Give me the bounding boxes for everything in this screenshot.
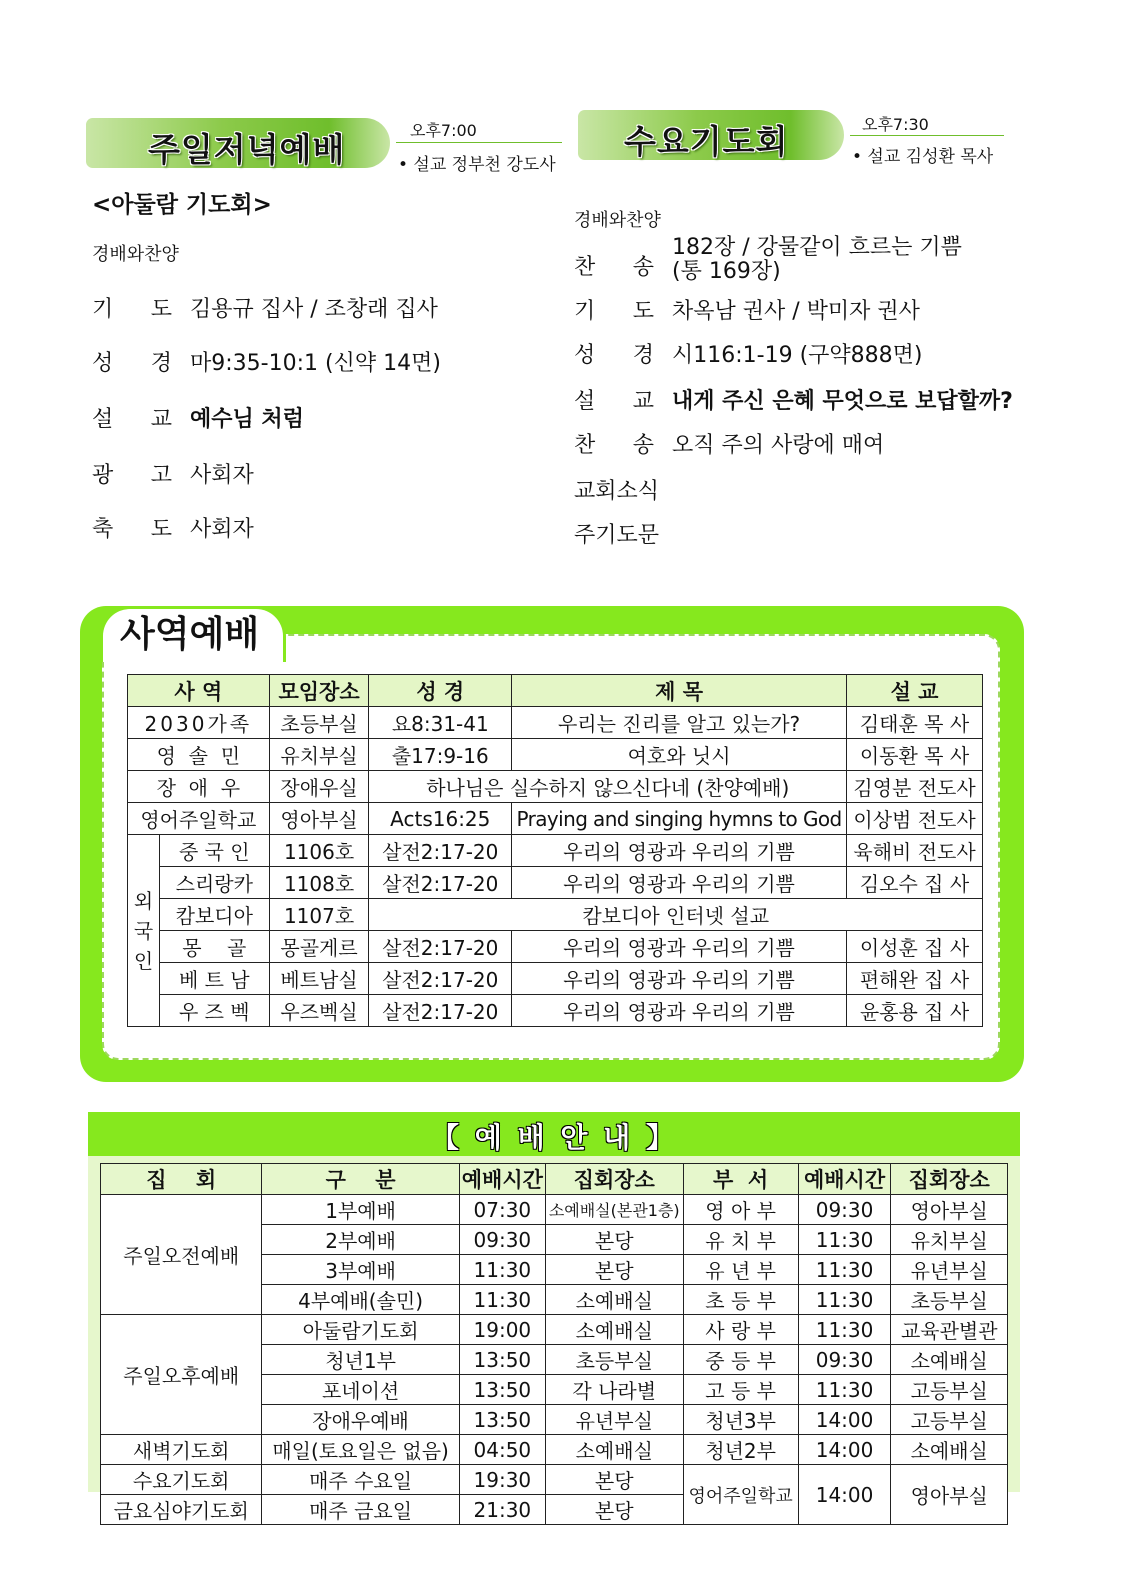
- table-row: 포네이션 13:50 각 나라별 고 등 부 11:30 고등부실: [101, 1375, 1008, 1405]
- table-row: 청년1부 13:50 초등부실 중 등 부 09:30 소예배실: [101, 1345, 1008, 1375]
- wednesday-intro: 경배와찬양: [574, 210, 661, 231]
- schedule-title: 【 예 배 안 내 】: [431, 1121, 677, 1154]
- group-morning: 주일오전예배: [101, 1195, 262, 1315]
- table-row: 4부예배(솔민) 11:30 소예배실 초 등 부 11:30 초등부실: [101, 1285, 1008, 1315]
- ministry-header-preacher: 설 교: [847, 675, 983, 707]
- wednesday-pastor: • 설교 김성환 목사: [852, 147, 994, 167]
- table-row: 2부예배 09:30 본당 유 치 부 11:30 유치부실: [101, 1225, 1008, 1255]
- table-row: 주일오후예배 아둘람기도회 19:00 소예배실 사 랑 부 11:30 교육관별관: [101, 1315, 1008, 1345]
- evening-row-prayer: 기 도 김용규 집사 / 조창래 집사: [92, 297, 438, 322]
- wednesday-meta-line: [850, 135, 1004, 136]
- evening-intro: 경배와찬양: [92, 244, 179, 265]
- wednesday-row-prayer: 기 도 차옥남 권사 / 박미자 권사: [574, 299, 920, 324]
- table-row: 스리랑카 1108호 살전2:17-20 우리의 영광과 우리의 기쁨 김오수 집 사: [128, 867, 983, 899]
- ministry-header-ministry: 사 역: [128, 675, 270, 707]
- evening-title: 주일저녁예배: [148, 130, 346, 169]
- table-row: 우 즈 벡 우즈벡실 살전2:17-20 우리의 영광과 우리의 기쁨 윤홍용 집 사: [128, 995, 983, 1027]
- table-row: 장애우예배 13:50 유년부실 청년3부 14:00 고등부실: [101, 1405, 1008, 1435]
- table-row: 베 트 남 베트남실 살전2:17-20 우리의 영광과 우리의 기쁨 편해완 집 사: [128, 963, 983, 995]
- table-row: 새벽기도회 매일(토요일은 없음) 04:50 소예배실 청년2부 14:00 소예배실: [101, 1435, 1008, 1465]
- evening-row-benediction: 축 도 사회자: [92, 517, 254, 542]
- evening-subtitle: <아둘람 기도회>: [92, 192, 272, 218]
- table-row: 캄보디아 1107호 캄보디아 인터넷 설교: [128, 899, 983, 931]
- ministry-header-topic: 제 목: [512, 675, 847, 707]
- wednesday-news: 교회소식: [574, 479, 660, 504]
- schedule-table: [100, 1163, 1008, 1525]
- wednesday-title: 수요기도회: [624, 122, 789, 161]
- ministry-header-scripture: 성 경: [369, 675, 512, 707]
- evening-pastor: • 설교 정부천 강도사: [398, 155, 556, 175]
- table-row: 주일오전예배 1부예배 07:30 소예배실(본관1층) 영 아 부 09:30 영아부실: [101, 1195, 1008, 1225]
- table-row: 몽 골 몽골게르 살전2:17-20 우리의 영광과 우리의 기쁨 이성훈 집 사: [128, 931, 983, 963]
- table-row: 3부예배 11:30 본당 유 년 부 11:30 유년부실: [101, 1255, 1008, 1285]
- group-afternoon: 주일오후예배: [101, 1315, 262, 1435]
- wednesday-row-sermon: 설 교 내게 주신 은혜 무엇으로 보답할까?: [574, 389, 1013, 414]
- schedule-header-row: 집 회 구 분 예배시간 집회장소 부 서 예배시간 집회장소: [101, 1164, 1008, 1195]
- wednesday-row-hymn2: 찬 송 오직 주의 사랑에 매여: [574, 433, 885, 458]
- wednesday-lords-prayer: 주기도문: [574, 523, 660, 548]
- wednesday-banner: [578, 110, 844, 160]
- evening-meta-line: [396, 142, 562, 143]
- schedule-title-bar: [88, 1112, 1020, 1156]
- ministry-title: 사역예배: [120, 614, 260, 655]
- ministry-header-row: [128, 675, 983, 707]
- table-row: 영어주일학교 영아부실 Acts16:25 Praying and singing hymns to God 이상범 전도사: [128, 803, 983, 835]
- evening-row-scripture: 성 경 마9:35-10:1 (신약 14면): [92, 351, 441, 376]
- wednesday-row-scripture: 성 경 시116:1-19 (구약888면): [574, 343, 923, 368]
- evening-time: 오후7:00: [410, 121, 477, 140]
- table-row: 외국인 중 국 인 1106호 살전2:17-20 우리의 영광과 우리의 기쁨 육해비 전도사: [128, 835, 983, 867]
- evening-row-announce: 광 고 사회자: [92, 463, 254, 488]
- table-row: 금요심야기도회 매주 금요일 21:30 본당: [101, 1495, 1008, 1525]
- wednesday-row-hymn: 찬 송 182장 / 강물같이 흐르는 기쁨 (통 169장): [574, 235, 962, 284]
- wednesday-time: 오후7:30: [862, 115, 929, 134]
- ministry-header-place: 모임장소: [269, 675, 369, 707]
- table-row: 2030가족 초등부실 요8:31-41 우리는 진리를 알고 있는가? 김태훈 목 사: [128, 707, 983, 739]
- evening-banner: [86, 118, 390, 168]
- evening-row-sermon: 설 교 예수님 처럼: [92, 407, 304, 432]
- table-row: 장 애 우 장애우실 하나님은 실수하지 않으신다네 (찬양예배) 김영분 전도사: [128, 771, 983, 803]
- table-row: 수요기도회 매주 수요일 19:30 본당 영어주일학교 14:00 영아부실: [101, 1465, 1008, 1495]
- ministry-table: [127, 674, 983, 1027]
- table-row: 영 솔 민 유치부실 출17:9-16 여호와 닛시 이동환 목 사: [128, 739, 983, 771]
- foreign-label: 외국인: [128, 835, 160, 1027]
